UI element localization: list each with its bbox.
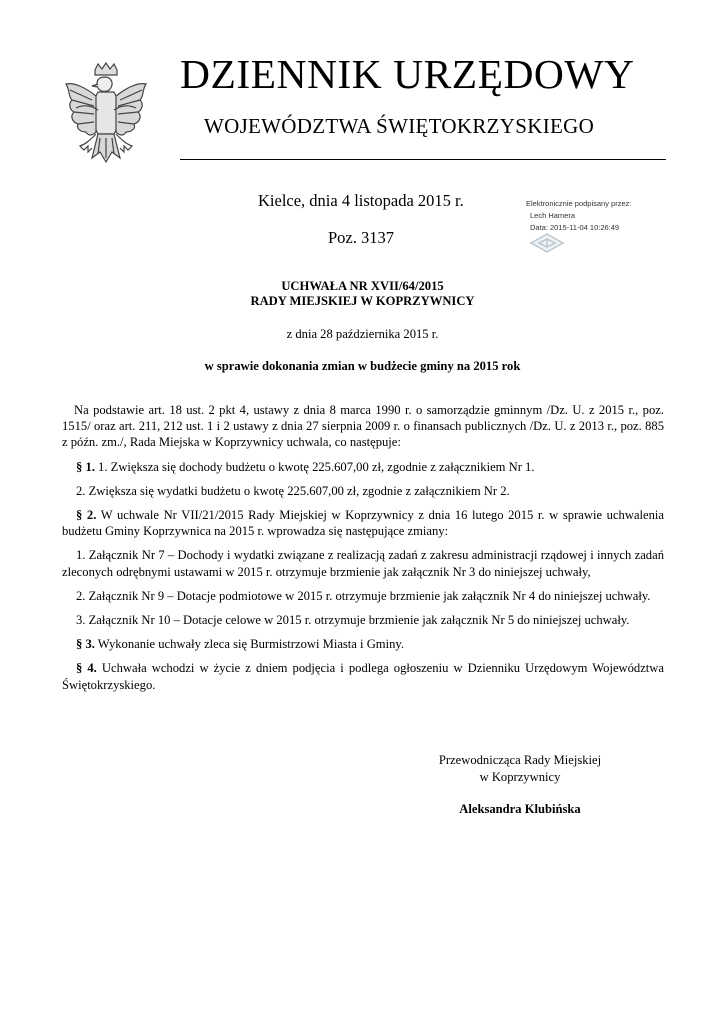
esig-date: Data: 2015-11-04 10:26:49 [530,223,620,232]
signatory-role-line-2: w Koprzywnicy [479,769,561,784]
section-3-text: Wykonanie uchwały zleca się Burmistrzowi Miasta i Gminy. [94,637,405,652]
section-2-intro [62,507,664,539]
section-2-intro-text: W uchwale Nr VII/21/2015 Rady Miejskiej w Koprzywnicy z dnia 16 lutego 2015 r. w sprawie uchwalenia budżetu Gminy Koprzywnica na 2015 r. wprowadza się następujące zmiany: [62,508,665,539]
section-1-mark: § 1. [76,459,95,474]
section-2-mark: § 2. [76,508,97,523]
masthead-divider [180,159,666,160]
resolution-body-text [62,402,664,701]
section-2-point-3: 3. Załącznik Nr 10 – Dotacje celowe w 2015 r. otrzymuje brzmienie jak załącznik Nr 5 do niniejszej uchwały. [76,613,630,628]
masthead-subtitle: WOJEWÓDZTWA ŚWIĘTOKRZYSKIEGO [204,114,595,138]
resolution-date: z dnia 28 października 2015 r. [286,327,439,341]
section-4-text: Uchwała wchodzi w życie z dniem podjęcia i podlega ogłoszeniu w Dzienniku Urzędowym Województwa Świętokrzyskiego. [62,661,664,692]
electronic-signature-stamp [526,198,631,234]
section-1-paragraph-1 [62,459,664,475]
section-3-paragraph [62,636,664,652]
esig-label: Elektronicznie podpisany przez: [526,199,632,208]
section-2-point-1: 1. Załącznik Nr 7 – Dochody i wydatki związane z realizacją zadań z zakresu administracji rządowej i innych zadań zleconych odrębnymi ustawami w 2015 r. otrzymuje brzmienie jak załącznik Nr 3 do niniejszej uchwały, [62,548,664,579]
resolution-subject: w sprawie dokonania zmian w budżecie gminy na 2015 rok [204,359,521,373]
section-1-paragraph-2: 2. Zwiększa się wydatki budżetu o kwotę 225.607,00 zł, zgodnie z załącznikiem Nr 2. [76,483,510,498]
resolution-body: RADY MIEJSKIEJ W KOPRZYWNICY [250,294,475,308]
signature-verified-icon [529,232,565,254]
section-1-text-1: 1. Zwiększa się dochody budżetu o kwotę 225.607,00 zł, zgodnie z załącznikiem Nr 1. [94,459,535,474]
section-4-paragraph [62,660,664,692]
eagle-emblem-icon [62,62,150,180]
resolution-title [0,279,725,309]
signatory-role-line-1: Przewodnicząca Rady Miejskiej [438,753,602,767]
resolution-number: UCHWAŁA NR XVII/64/2015 [281,279,444,293]
signature-block [420,752,620,818]
preamble-paragraph: Na podstawie art. 18 ust. 2 pkt 4, ustawy z dnia 8 marca 1990 r. o samorządzie gminnym /Dz. U. z 2015 r., poz. 1515/ oraz art. 211, 212 ust. 1 i 2 ustawy z dnia 27 sierpnia 2009 r. o finansach publicznych /Dz. U. z 2013 r., poz. 885 z późn. zm./, Rada Miejska w Koprzywnicy uchwala, co następuje: [62,403,664,450]
section-4-mark: § 4. [76,661,97,676]
position-number: Poz. 3137 [328,228,394,247]
publication-date: Kielce, dnia 4 listopada 2015 r. [258,191,464,210]
masthead-title: DZIENNIK URZĘDOWY [180,51,635,97]
esig-signer: Lech Hamera [530,211,576,220]
section-3-mark: § 3. [76,637,95,652]
signatory-name: Aleksandra Klubińska [459,802,581,816]
section-2-point-2: 2. Załącznik Nr 9 – Dotacje podmiotowe w 2015 r. otrzymuje brzmienie jak załącznik Nr 4 do niniejszej uchwały. [76,588,651,603]
